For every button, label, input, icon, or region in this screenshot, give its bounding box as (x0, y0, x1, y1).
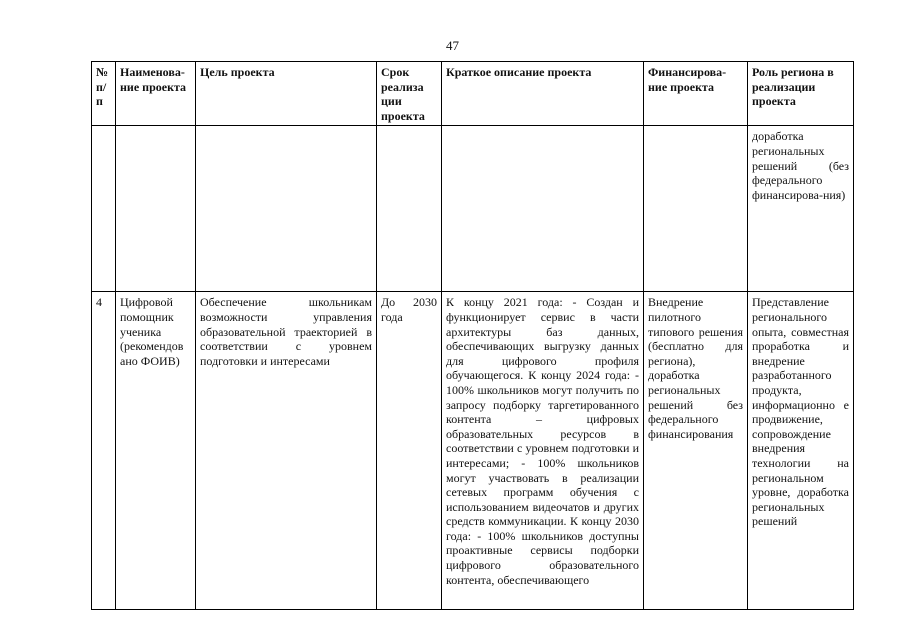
cell-project-financing (644, 126, 748, 292)
table-row (92, 292, 854, 610)
header-project-term: Срок реализа ции проекта (377, 62, 442, 126)
cell-project-term: До 2030 года (377, 292, 442, 610)
cell-region-role: Представление регионального опыта, совместная проработка и внедрение разработанного продукта, информационно е продвижение, сопровождение внедрения технологии на региональном уровне, доработка региональных решений (748, 292, 854, 610)
table-row (92, 126, 854, 292)
header-project-financing: Финансирова-ние проекта (644, 62, 748, 126)
cell-project-name: Цифровой помощник ученика (рекомендов ано ФОИВ) (116, 292, 196, 610)
cell-project-goal: Обеспечение школьникам возможности управления образовательной траекторией в соответствии с уровнем подготовки и интересами (196, 292, 377, 610)
cell-project-name (116, 126, 196, 292)
cell-region-role: доработка региональных решений (без федерального финансирова-ния) (748, 126, 854, 292)
cell-number (92, 126, 116, 292)
header-region-role: Роль региона в реализации проекта (748, 62, 854, 126)
header-project-description: Краткое описание проекта (442, 62, 644, 126)
cell-project-goal (196, 126, 377, 292)
header-number: № п/п (92, 62, 116, 126)
cell-number: 4 (92, 292, 116, 610)
project-table (91, 61, 854, 610)
page-number: 47 (446, 38, 459, 53)
header-project-goal: Цель проекта (196, 62, 377, 126)
cell-project-description (442, 126, 644, 292)
cell-project-description: К концу 2021 года: - Создан и функционирует сервис в части архитектуры баз данных, обеспечивающих выгрузку данных для цифрового профиля обучающегося. К концу 2024 года: - 100% школьников могут получить по запросу подборку таргетированного контента – цифровых образовательных ресурсов в соответствии с уровнем подготовки и интересами; - 100% школьников могут участвовать в реализации сетевых программ обучения с использованием видеочатов и других средств коммуникации. К концу 2030 года: - 100% школьников доступны проактивные сервисы подборки цифрового образовательного контента, обеспечивающего (442, 292, 644, 610)
cell-project-financing: Внедрение пилотного типового решения (бесплатно для региона), доработка региональных решений без федерального финансирования (644, 292, 748, 610)
header-project-name: Наименова-ние проекта (116, 62, 196, 126)
cell-project-term (377, 126, 442, 292)
table-header-row (92, 62, 854, 126)
